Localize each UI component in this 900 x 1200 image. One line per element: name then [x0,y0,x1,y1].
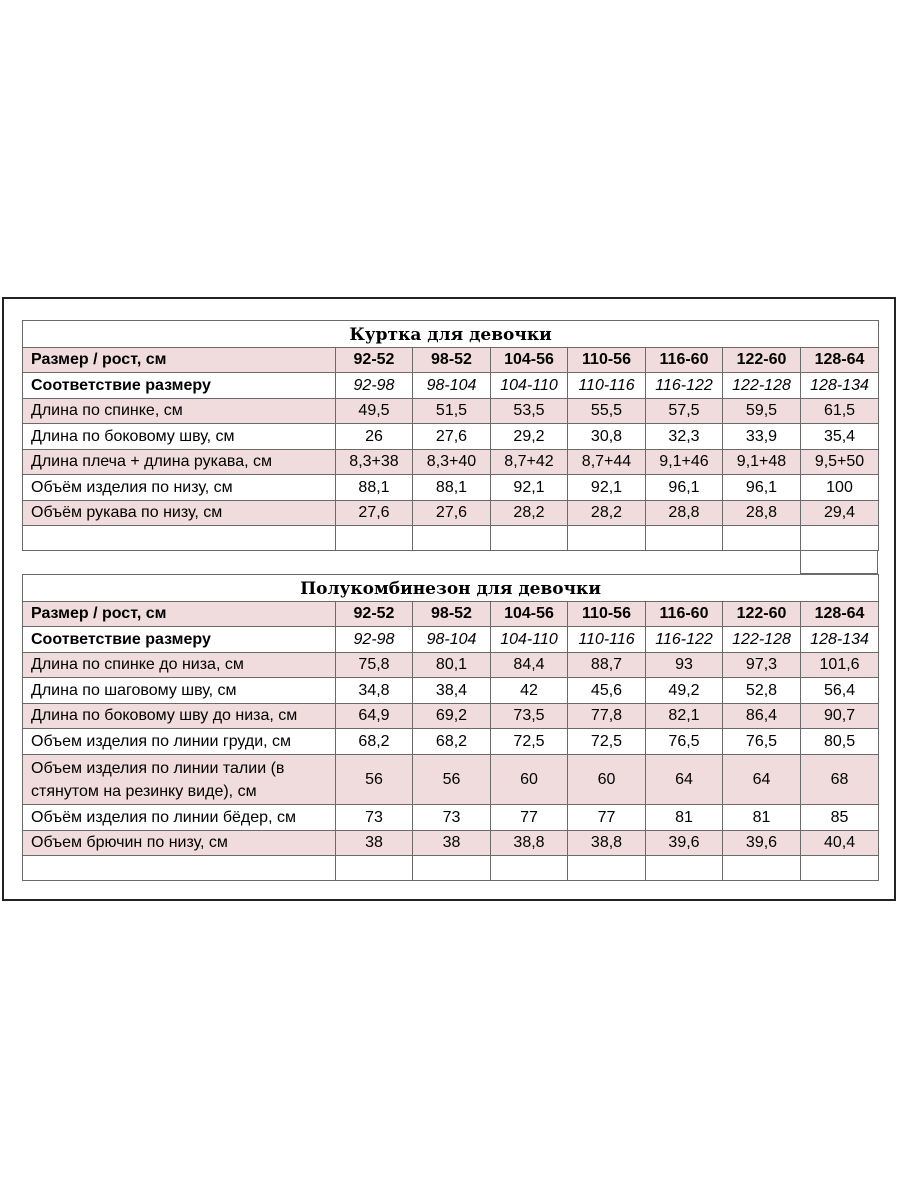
row-label: Объём изделия по низу, см [23,475,336,501]
row-label: Объем брючин по низу, см [23,831,336,856]
value-cell: 51,5 [413,399,491,424]
correspondence-cell: 104-110 [491,373,568,399]
correspondence-label: Соответствие размеру [23,373,336,399]
empty-row [23,526,879,551]
value-cell: 68,2 [413,729,491,755]
size-header-label: Размер / рост, см [23,602,336,627]
value-cell: 27,6 [413,501,491,526]
table-row [23,704,879,729]
value-cell: 60 [491,755,568,805]
value-cell: 56,4 [801,678,879,704]
value-cell: 76,5 [723,729,801,755]
value-cell: 80,5 [801,729,879,755]
value-cell: 88,1 [336,475,413,501]
value-cell: 72,5 [568,729,646,755]
table-row [23,653,879,678]
value-cell: 8,3+40 [413,450,491,475]
row-label: Объем изделия по линии груди, см [23,729,336,755]
value-cell: 101,6 [801,653,879,678]
value-cell: 85 [801,805,879,831]
value-cell: 38,4 [413,678,491,704]
value-cell: 30,8 [568,424,646,450]
correspondence-cell: 128-134 [801,373,879,399]
table-row [23,755,879,805]
correspondence-cell: 92-98 [336,373,413,399]
row-label: Длина по боковому шву, см [23,424,336,450]
correspondence-cell: 98-104 [413,373,491,399]
value-cell: 40,4 [801,831,879,856]
value-cell: 38 [336,831,413,856]
value-cell: 68 [801,755,879,805]
value-cell: 38,8 [568,831,646,856]
value-cell: 28,2 [568,501,646,526]
value-cell: 56 [413,755,491,805]
size-cell: 122-60 [723,348,801,373]
value-cell: 80,1 [413,653,491,678]
value-cell: 97,3 [723,653,801,678]
correspondence-cell: 98-104 [413,627,491,653]
value-cell: 39,6 [646,831,723,856]
value-cell: 75,8 [336,653,413,678]
value-cell: 26 [336,424,413,450]
value-cell: 45,6 [568,678,646,704]
value-cell: 53,5 [491,399,568,424]
table-row [23,424,879,450]
value-cell: 81 [646,805,723,831]
table-row [23,831,879,856]
value-cell: 77 [491,805,568,831]
value-cell: 77 [568,805,646,831]
correspondence-cell: 128-134 [801,627,879,653]
size-cell: 128-64 [801,602,879,627]
row-label: Длина по спинке до низа, см [23,653,336,678]
value-cell: 38 [413,831,491,856]
table-row [23,729,879,755]
row-label: Объем изделия по линии талии (в стянутом на резинку виде), см [23,755,336,805]
value-cell: 49,2 [646,678,723,704]
value-cell: 27,6 [413,424,491,450]
row-label: Объём рукава по низу, см [23,501,336,526]
value-cell: 8,7+42 [491,450,568,475]
value-cell: 8,3+38 [336,450,413,475]
value-cell: 42 [491,678,568,704]
overall-title: Полукомбинезон для девочки [23,575,879,602]
table-row [23,805,879,831]
table-row [23,501,879,526]
value-cell: 60 [568,755,646,805]
value-cell: 96,1 [723,475,801,501]
value-cell: 82,1 [646,704,723,729]
row-label: Длина плеча + длина рукава, см [23,450,336,475]
overall-size-table [22,574,879,881]
value-cell: 9,1+48 [723,450,801,475]
correspondence-cell: 110-116 [568,627,646,653]
size-cell: 104-56 [491,348,568,373]
correspondence-cell: 122-128 [723,373,801,399]
value-cell: 49,5 [336,399,413,424]
value-cell: 33,9 [723,424,801,450]
jacket-size-table [22,320,879,551]
overall-correspondence-row [23,627,879,653]
value-cell: 72,5 [491,729,568,755]
correspondence-cell: 110-116 [568,373,646,399]
size-cell: 104-56 [491,602,568,627]
size-cell: 128-64 [801,348,879,373]
table-row [23,678,879,704]
value-cell: 28,2 [491,501,568,526]
size-cell: 92-52 [336,348,413,373]
jacket-size-header-row [23,348,879,373]
value-cell: 88,1 [413,475,491,501]
correspondence-cell: 116-122 [646,627,723,653]
value-cell: 73 [336,805,413,831]
correspondence-cell: 116-122 [646,373,723,399]
size-cell: 110-56 [568,348,646,373]
value-cell: 56 [336,755,413,805]
value-cell: 92,1 [491,475,568,501]
jacket-correspondence-row [23,373,879,399]
table-row [23,399,879,424]
size-header-label: Размер / рост, см [23,348,336,373]
correspondence-label: Соответствие размеру [23,627,336,653]
table-row [23,475,879,501]
value-cell: 52,8 [723,678,801,704]
value-cell: 34,8 [336,678,413,704]
value-cell: 28,8 [646,501,723,526]
row-label: Длина по шаговому шву, см [23,678,336,704]
correspondence-cell: 92-98 [336,627,413,653]
value-cell: 64,9 [336,704,413,729]
correspondence-cell: 122-128 [723,627,801,653]
size-cell: 116-60 [646,602,723,627]
row-label: Объём изделия по линии бёдер, см [23,805,336,831]
table-row [23,450,879,475]
size-cell: 98-52 [413,348,491,373]
value-cell: 92,1 [568,475,646,501]
row-label: Длина по спинке, см [23,399,336,424]
size-cell: 122-60 [723,602,801,627]
spacer-cell [800,550,878,574]
value-cell: 64 [646,755,723,805]
size-cell: 98-52 [413,602,491,627]
value-cell: 69,2 [413,704,491,729]
jacket-title: Куртка для девочки [23,321,879,348]
value-cell: 38,8 [491,831,568,856]
value-cell: 59,5 [723,399,801,424]
value-cell: 61,5 [801,399,879,424]
row-label: Длина по боковому шву до низа, см [23,704,336,729]
value-cell: 68,2 [336,729,413,755]
value-cell: 64 [723,755,801,805]
value-cell: 88,7 [568,653,646,678]
overall-size-header-row [23,602,879,627]
value-cell: 84,4 [491,653,568,678]
value-cell: 8,7+44 [568,450,646,475]
value-cell: 76,5 [646,729,723,755]
value-cell: 55,5 [568,399,646,424]
value-cell: 57,5 [646,399,723,424]
value-cell: 27,6 [336,501,413,526]
value-cell: 86,4 [723,704,801,729]
value-cell: 28,8 [723,501,801,526]
value-cell: 9,5+50 [801,450,879,475]
value-cell: 77,8 [568,704,646,729]
value-cell: 96,1 [646,475,723,501]
empty-row [23,856,879,881]
value-cell: 39,6 [723,831,801,856]
value-cell: 29,4 [801,501,879,526]
size-cell: 110-56 [568,602,646,627]
value-cell: 29,2 [491,424,568,450]
correspondence-cell: 104-110 [491,627,568,653]
value-cell: 100 [801,475,879,501]
value-cell: 32,3 [646,424,723,450]
value-cell: 73 [413,805,491,831]
value-cell: 81 [723,805,801,831]
value-cell: 73,5 [491,704,568,729]
value-cell: 9,1+46 [646,450,723,475]
value-cell: 90,7 [801,704,879,729]
size-cell: 92-52 [336,602,413,627]
size-cell: 116-60 [646,348,723,373]
value-cell: 35,4 [801,424,879,450]
value-cell: 93 [646,653,723,678]
